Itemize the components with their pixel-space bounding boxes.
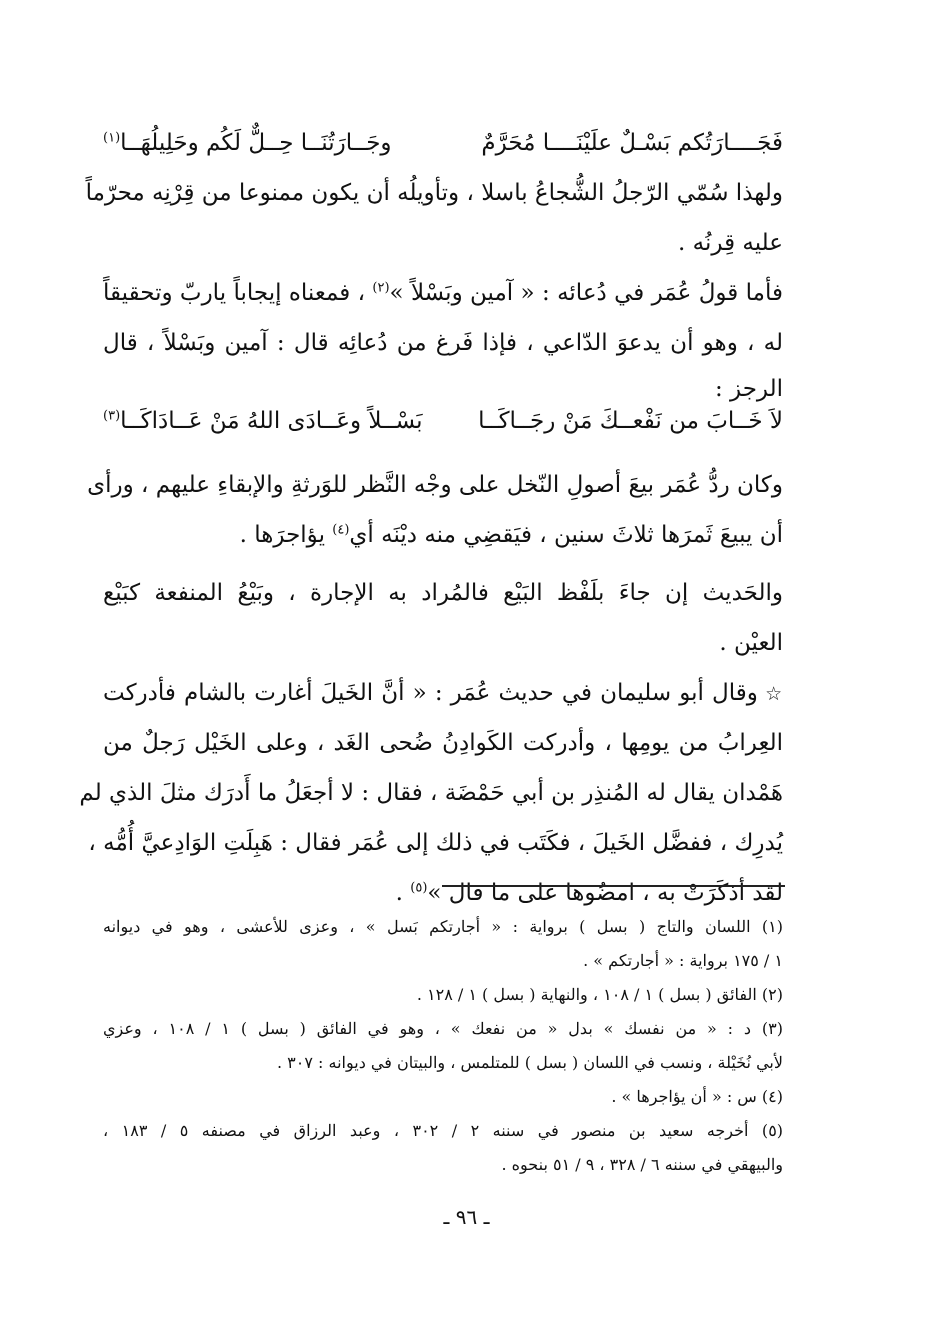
footnote-3-line-2: لأبي نُخَيْلة ، ونسب في اللسان ( بسل ) للمتلمس ، والبيتان في ديوانه : ٣٠٧ . <box>276 1053 783 1072</box>
paragraph-3-line-2-start: أن يبيعَ ثَمرَها ثلاثَ سنين ، فيَقضِي منه ديْنَه أي <box>349 522 783 548</box>
verse-line-2 <box>103 402 783 452</box>
paragraph-5-line-2: العِرابُ من يومِها ، وأدركت الكَوادِنُ ضُحى الغَد ، وعلى الخَيْل رَجلٌ من <box>103 730 783 756</box>
star-icon: ☆ <box>765 683 783 705</box>
verse-2-second-text: بَسْــلاً وعَــادَى اللهُ مَنْ عَــادَاكَــا <box>120 408 423 434</box>
main-text <box>79 118 783 918</box>
paragraph-2-line-1 <box>103 268 783 318</box>
paragraph-2-line-1-start: فأما قولُ عُمَر في دُعائه : « آمين وبَسْلاً » <box>389 280 783 306</box>
footnote-ref-3: (٣) <box>103 408 121 424</box>
footnote-5-line-1: (٥) أخرجه سعيد بن منصور في سننه ٢ / ٣٠٢ ، وعبد الرزاق في مصنفه ٥ / ١٨٣ ، <box>103 1121 784 1140</box>
paragraph-3-line-2-end: يؤاجرَها . <box>239 522 333 548</box>
paragraph-3-line-2 <box>103 510 783 560</box>
footnote-1-line-1: (١) اللسان والتاج ( بسل ) برواية : « أجارتكم بَسل » ، وعزى للأعشى ، وهو في ديوانه <box>103 917 783 936</box>
footnotes <box>103 910 783 1182</box>
footnote-ref-5: (٥) <box>410 880 428 896</box>
page-number: ـ ٩٦ ـ <box>443 1205 490 1229</box>
paragraph-2-line-2: له ، وهو أن يدعوَ الدّاعي ، فإذا فَرغ من دُعائِه قال : آمين وبَسْلاً ، قال <box>103 330 783 356</box>
paragraph-2-line-3: الرجز : <box>714 376 783 402</box>
footnote-ref-2: (٢) <box>372 280 390 296</box>
paragraph-2-line-1-end: ، فمعناه إيجاباً ياربّ وتحقيقاً <box>103 280 373 306</box>
verse-1-first-hemistich: فَجَــــارَتُكم بَسْـلٌ علَيْنَــــا مُحَرَّمٌ <box>481 130 783 156</box>
verse-line-1 <box>103 118 783 168</box>
footnote-4: (٤) س : « أن يؤاجرها » . <box>611 1087 783 1106</box>
footnote-2: (٢) الفائق ( بسل ) ١ / ١٠٨ ، والنهاية ( بسل ) ١ / ١٢٨ . <box>416 985 783 1004</box>
paragraph-5-line-5-start: لقد أذكَرَتْ به ، امضُوها على ما قال » <box>427 880 783 906</box>
paragraph-1-line-2: عليه قِرنُه . <box>678 230 783 256</box>
footnote-5-line-2: والبيهقي في سننه ٦ / ٣٢٨ ، ٩ / ٥١ بنحوه . <box>501 1155 783 1174</box>
paragraph-1-line-1: ولهذا سُمّي الرّجلُ الشُّجاعُ باسلا ، وتأويلُه أن يكون ممنوعا من قِرْنِه محرّماً <box>85 180 783 206</box>
footnote-separator <box>442 885 785 887</box>
paragraph-5-line-1 <box>103 668 783 718</box>
paragraph-5-line-4: يُدرِك ، ففضَّل الخَيلَ ، فكَتَب في ذلك إلى عُمَر فقال : هَبِلَتِ الوَادِعيَّ أُمُّه ، <box>88 830 783 856</box>
verse-1-second-hemistich <box>103 118 392 168</box>
verse-1-second-text: وجَــارَتُنَــا حِــلٌّ لَكُم وحَلِيلُهَــا <box>120 130 392 156</box>
paragraph-3-line-1: وكان ردُّ عُمَر بيعَ أصولِ النّخل على وجْه النَّظر للوَرثةِ والإبقاءِ عليهم ، ورأى <box>87 472 783 498</box>
verse-2-first-hemistich: لاَ خَــابَ من نَفْعــكَ مَنْ رجَــاكَــا <box>478 408 783 434</box>
footnote-3-line-1: (٣) د : « من نفسك » بدل « من نفعك » ، وهو في الفائق ( بسل ) ١ / ١٠٨ ، وعزي <box>103 1019 783 1038</box>
paragraph-5-line-1-text: وقال أبو سليمان في حديث عُمَر : « أنَّ الخَيلَ أغارت بالشام فأدركت <box>103 680 766 706</box>
footnote-ref-4: (٤) <box>332 522 350 538</box>
verse-2-second-hemistich <box>103 402 423 452</box>
footnote-ref-1: (١) <box>103 130 121 146</box>
paragraph-4-line-2: العيْن . <box>719 630 783 656</box>
footnote-1-line-2: ١ / ١٧٥ برواية : « أجارتكم » . <box>583 951 783 970</box>
paragraph-5-line-3: هَمْدان يقال له المُنذِر بن أبي حَمْضَة ، فقال : لا أجعَلُ ما أَدرَك مثلَ الذي لم <box>79 780 783 806</box>
paragraph-4-line-1: والحَديث إن جاءَ بلَفْظ البَيْع فالمُراد به الإجارة ، وبَيْعُ المنفعة كبَيْع <box>103 580 783 606</box>
paragraph-5-line-5-end: . <box>395 880 411 906</box>
